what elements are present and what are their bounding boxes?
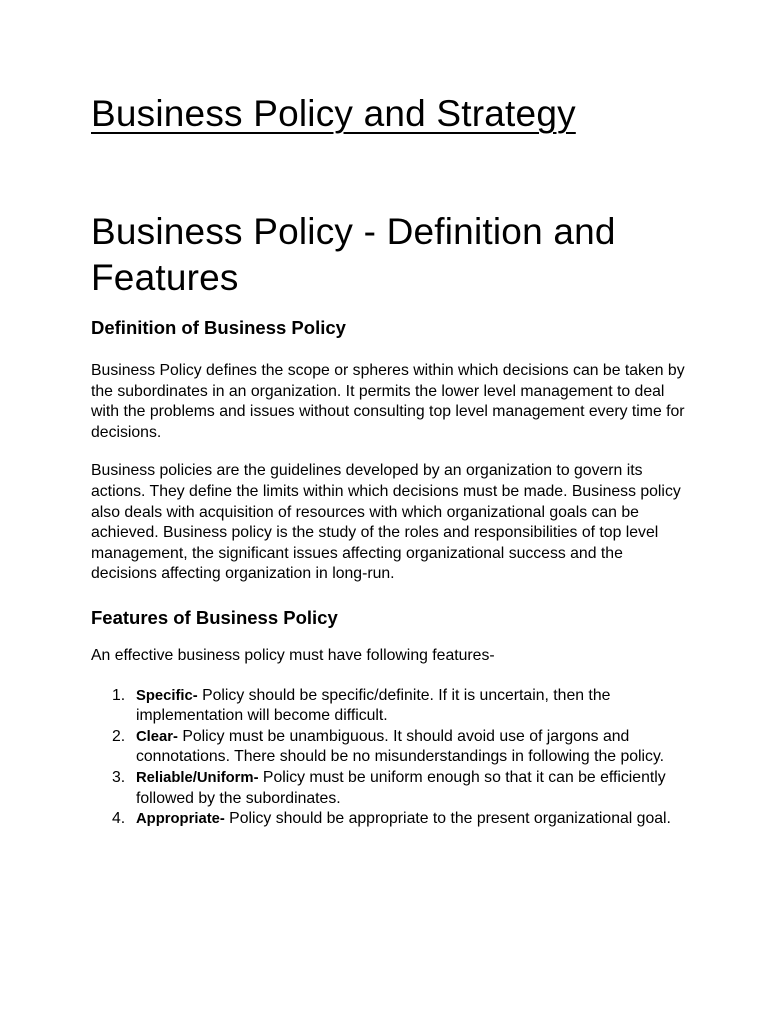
section-title: Business Policy - Definition and Features: [91, 211, 616, 298]
feature-item-reliable-uniform: [91, 768, 691, 809]
document-page: [91, 92, 691, 830]
features-heading: Features of Business Policy: [91, 606, 338, 628]
feature-description: Policy should be specific/definite. If it is uncertain, then the implementation will become difficult.: [136, 686, 611, 725]
definition-heading: Definition of Business Policy: [91, 317, 346, 338]
feature-description: Policy must be unambiguous. It should avoid use of jargons and connotations. There should be no misunderstandings in following the policy.: [136, 727, 665, 766]
document-title: Business Policy and Strategy: [91, 93, 576, 134]
feature-description: Policy must be uniform enough so that it can be efficiently followed by the subordinates.: [136, 768, 666, 807]
feature-number: 1.: [112, 686, 126, 704]
feature-number: 4.: [112, 810, 126, 828]
feature-item-clear: [91, 727, 691, 768]
feature-item-appropriate: [91, 809, 691, 830]
features-list: [91, 686, 691, 830]
feature-number: 2.: [112, 727, 126, 745]
feature-description: Policy should be appropriate to the present organizational goal.: [224, 810, 671, 828]
feature-item-specific: [91, 686, 691, 727]
feature-number: 3.: [112, 768, 126, 786]
feature-term: Reliable/Uniform-: [136, 769, 259, 786]
feature-term: Specific-: [136, 687, 198, 704]
feature-term: Appropriate-: [136, 811, 225, 828]
definition-paragraph-1: Business Policy defines the scope or spheres within which decisions can be taken by the subordinates in an organization. It permits the lower level management to deal with the problems and issues without consulting top level management every time for decisions.: [91, 362, 685, 441]
features-intro: An effective business policy must have following features-: [91, 646, 495, 664]
definition-paragraph-2: Business policies are the guidelines developed by an organization to govern its actions. They define the limits within which decisions must be made. Business policy also deals with acquisition of resources with which organizational goals can be achieved. Business policy is the study of the roles and responsibilities of top level management, the significant issues affecting organizational success and the decisions affecting organization in long-run.: [91, 462, 681, 583]
feature-term: Clear-: [136, 728, 178, 745]
